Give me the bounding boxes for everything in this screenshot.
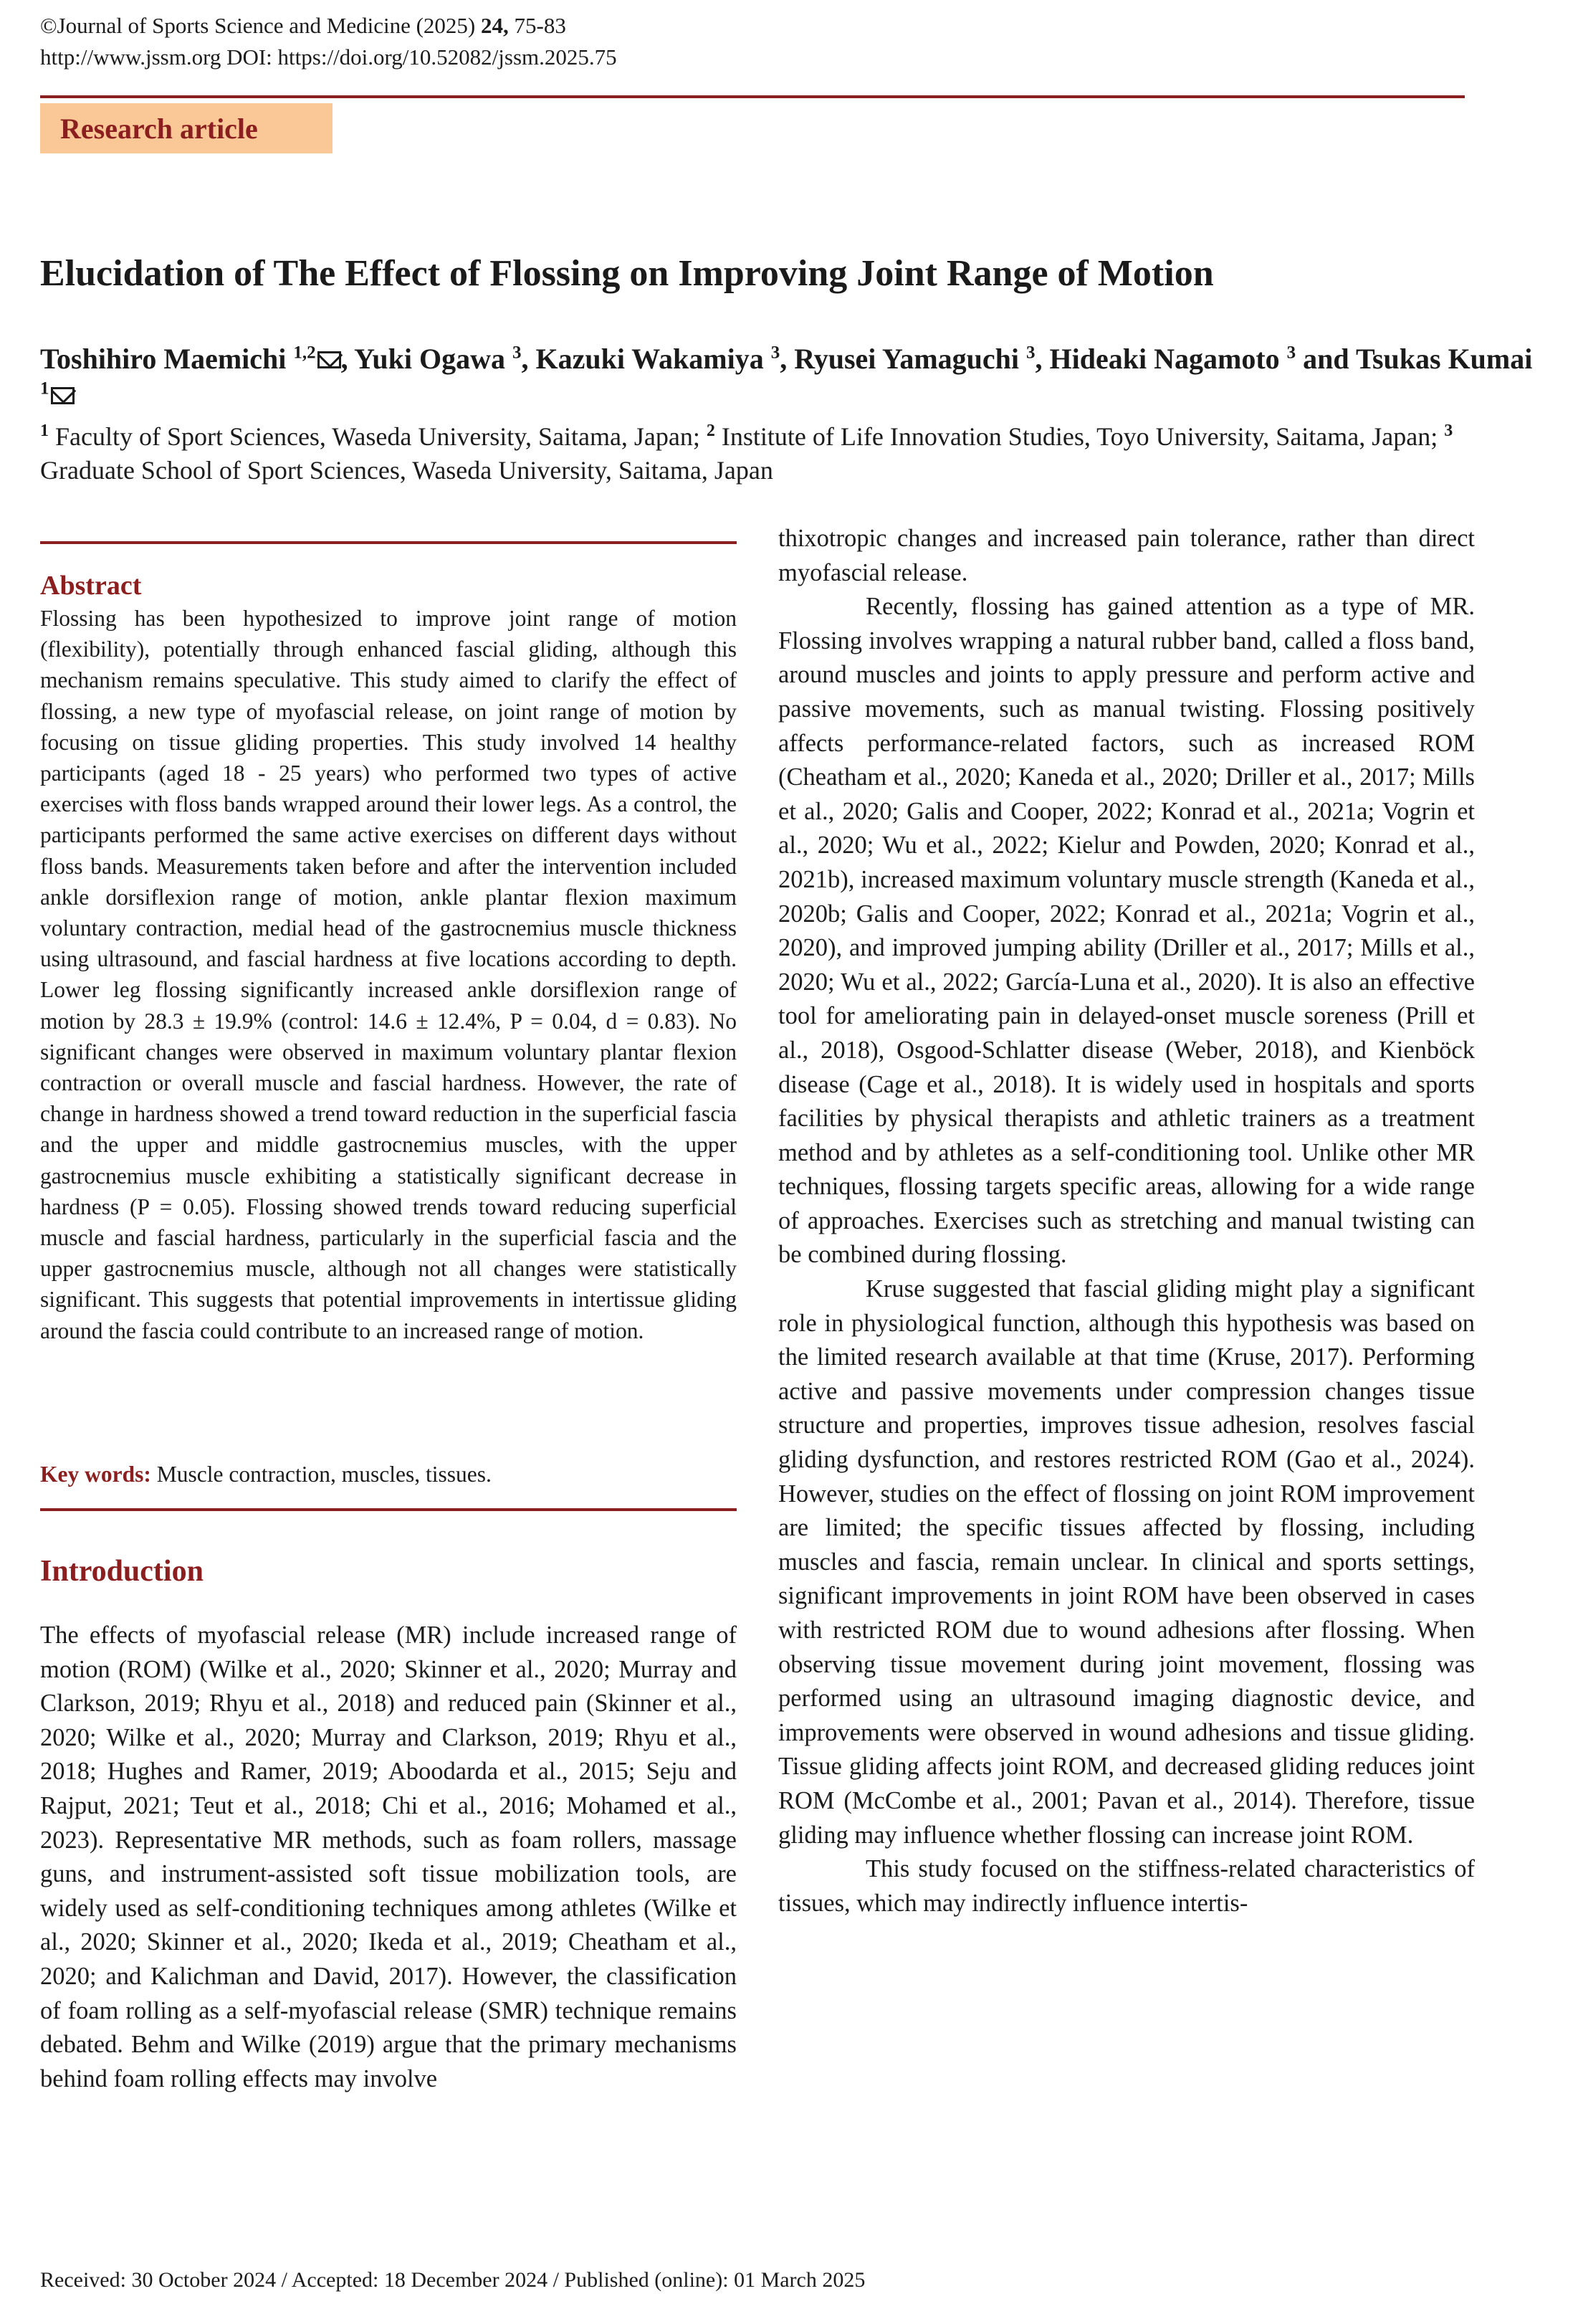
received-dates-footer: Received: 30 October 2024 / Accepted: 18 December 2024 / Published (online): 01 March 2025 xyxy=(40,2268,866,2292)
paragraph-continuation: thixotropic changes and increased pain tolerance, rather than direct myofascial release. xyxy=(778,525,1475,586)
author-name: Kazuki Wakamiya xyxy=(535,343,771,375)
affiliation-number: 1 xyxy=(40,422,49,440)
journal-doi[interactable]: http://www.jssm.org DOI: https://doi.org/10.52082/jssm.2025.75 xyxy=(40,44,617,70)
journal-volume: 24, xyxy=(481,13,509,38)
author-separator: and xyxy=(1296,343,1356,375)
affiliation-text: Faculty of Sport Sciences, Waseda University, Saitama, Japan; xyxy=(49,422,707,451)
right-column xyxy=(778,522,1475,1920)
author-affiliation-number: 3 xyxy=(512,343,522,363)
author-separator: , xyxy=(780,343,795,375)
paragraph-fascial-gliding: Kruse suggested that fascial gliding might play a significant role in physiological function, although this hypothesis was based on the limited research available at that time (Kruse, 2017). Performing active and passive movements under compression changes tissue structure and properties, improves tissue adhesion, resolves fascial gliding dysfunction, and restores restricted ROM (Gao et al., 2024). However, studies on the effect of flossing on joint ROM improvement are limited; the specific tissues affected by flossing, including muscles and fascia, remain unclear. In clinical and sports settings, significant improvements in joint ROM have been observed in cases with restricted ROM due to wound adhesions after flossing. When observing tissue movement during joint movement, flossing was performed using an ultrasound imaging diagnostic device, and improvements were observed in wound adhesions and tissue gliding. Tissue gliding affects joint ROM, and decreased gliding reduces joint ROM (McCombe et al., 2001; Pavan et al., 2014). Therefore, tissue gliding may influence whether flossing can increase joint ROM. xyxy=(778,1275,1475,1849)
article-title: Elucidation of The Effect of Flossing on Improving Joint Range of Motion xyxy=(40,253,1214,294)
author-affiliation-number: 3 xyxy=(1026,343,1036,363)
abstract-heading: Abstract xyxy=(40,571,142,601)
journal-citation xyxy=(40,10,617,42)
journal-header xyxy=(40,10,617,73)
affiliation-number: 3 xyxy=(1444,422,1453,440)
affiliation-text: Institute of Life Innovation Studies, Toyo University, Saitama, Japan; xyxy=(714,422,1445,451)
author-list xyxy=(40,341,1538,413)
paragraph-flossing: Recently, flossing has gained attention as a type of MR. Flossing involves wrapping a natural rubber band, called a floss band, around muscles and joints to apply pressure and perform active and passive movements, such as manual twisting. Flossing positively affects performance-related factors, such as increased ROM (Cheatham et al., 2020; Kaneda et al., 2020; Driller et al., 2017; Mills et al., 2020; Galis and Cooper, 2022; Konrad et al., 2021a; Vogrin et al., 2020; Wu et al., 2022; Kielur and Powden, 2020; Konrad et al., 2021b), increased maximum voluntary muscle strength (Kaneda et al., 2020b; Galis and Cooper, 2022; Konrad et al., 2021a; Vogrin et al., 2020), and improved jumping ability (Driller et al., 2017; Mills et al., 2020; Wu et al., 2022; García-Luna et al., 2020). It is also an effective tool for ameliorating pain in delayed-onset muscle soreness (Prill et al., 2018), Osgood-Schlatter disease (Weber, 2018), and Kienböck disease (Cage et al., 2018). It is widely used in hospitals and sports facilities by physical therapists and athletic trainers as a treatment method and by athletes as a self-conditioning tool. Unlike other MR techniques, flossing targets specific areas, allowing for a wide range of approaches. Exercises such as stretching and manual twisting can be combined during flossing. xyxy=(778,593,1475,1269)
email-icon[interactable] xyxy=(317,351,341,368)
email-icon[interactable] xyxy=(51,387,75,404)
introduction-paragraph: The effects of myofascial release (MR) include increased range of motion (ROM) (Wilke et al., 2020; Skinner et al., 2020; Murray and Clarkson, 2019; Rhyu et al., 2018) and reduced pain (Skinner et al., 2020; Wilke et al., 2020; Murray and Clarkson, 2019; Rhyu et al., 2018; Hughes and Ramer, 2019; Aboodarda et al., 2015; Seju and Rajput, 2021; Teut et al., 2018; Chi et al., 2016; Mohamed et al., 2023). Representative MR methods, such as foam rollers, massage guns, and instrument-assisted soft tissue mobilization tools, are widely used as self-conditioning techniques among athletes (Wilke et al., 2020; Skinner et al., 2020; Ikeda et al., 2019; Cheatham et al., 2020; and Kalichman and David, 2017). However, the classification of foam rolling as a self-myofascial release (SMR) technique remains debated. Behm and Wilke (2019) argue that the primary mechanisms behind foam rolling effects may involve xyxy=(40,1621,737,2092)
article-type-label: Research article xyxy=(60,113,258,145)
author-affiliation-number: 1,2 xyxy=(293,343,316,363)
author-separator: , xyxy=(340,343,355,375)
affiliation-number: 2 xyxy=(706,422,715,440)
author-name: Tsukas Kumai xyxy=(1355,343,1533,375)
author-name: Yuki Ogawa xyxy=(354,343,512,375)
author-name: Ryusei Yamaguchi xyxy=(794,343,1027,375)
author-separator: , xyxy=(1035,343,1050,375)
abstract-bottom-rule xyxy=(40,1508,737,1511)
author-affiliation-number: 3 xyxy=(1286,343,1296,363)
keywords-label: Key words: xyxy=(40,1462,151,1487)
paragraph-study-focus: This study focused on the stiffness-related characteristics of tissues, which may indirectly influence intertis- xyxy=(778,1855,1475,1917)
author-name: Toshihiro Maemichi xyxy=(40,343,294,375)
abstract-text: Flossing has been hypothesized to improve joint range of motion (flexibility), potentially through enhanced fascial gliding, although this mechanism remains speculative. This study aimed to clarify the effect of flossing, a new type of myofascial release, on joint range of motion by focusing on tissue gliding properties. This study involved 14 healthy participants (aged 18 - 25 years) who performed two types of active exercises with floss bands wrapped around their lower legs. As a control, the participants performed the same active exercises on different days without floss bands. Measurements taken before and after the intervention included ankle dorsiflexion range of motion, ankle plantar flexion maximum voluntary contraction, medial head of the gastrocnemius muscle thickness using ultrasound, and fascial hardness at five locations according to depth. Lower leg flossing significantly increased ankle dorsiflexion range of motion by 28.3 ± 19.9% (control: 14.6 ± 12.4%, P = 0.04, d = 0.83). No significant changes were observed in maximum voluntary plantar flexion contraction or overall muscle and fascial hardness. However, the rate of change in hardness showed a trend toward reduction in the superficial fascia and the upper and middle gastrocnemius muscles, with the upper gastrocnemius muscle exhibiting a statistically significant decrease in hardness (P = 0.05). Flossing showed trends toward reducing superficial muscle and fascial hardness, particularly in the superficial fascia and the upper gastrocnemius muscle, although not all changes were statistically significant. This suggests that potential improvements in intertissue gliding around the fascia could contribute to an increased range of motion. xyxy=(40,606,737,1343)
introduction-heading: Introduction xyxy=(40,1555,204,1588)
journal-pages: 75-83 xyxy=(508,13,566,38)
author-name: Hideaki Nagamoto xyxy=(1049,343,1287,375)
affiliation-text: Graduate School of Sport Sciences, Waseda University, Saitama, Japan xyxy=(40,456,773,485)
header-rule xyxy=(40,95,1465,98)
author-affiliation-number: 3 xyxy=(770,343,780,363)
keywords-text: Muscle contraction, muscles, tissues. xyxy=(150,1462,492,1487)
keywords xyxy=(40,1459,492,1490)
journal-name: ©Journal of Sports Science and Medicine (2025) xyxy=(40,13,481,38)
abstract-section xyxy=(40,568,737,1346)
abstract-top-rule xyxy=(40,541,737,544)
author-affiliation-number: 1 xyxy=(40,378,49,399)
author-separator: , xyxy=(521,343,536,375)
affiliations xyxy=(40,420,1538,487)
